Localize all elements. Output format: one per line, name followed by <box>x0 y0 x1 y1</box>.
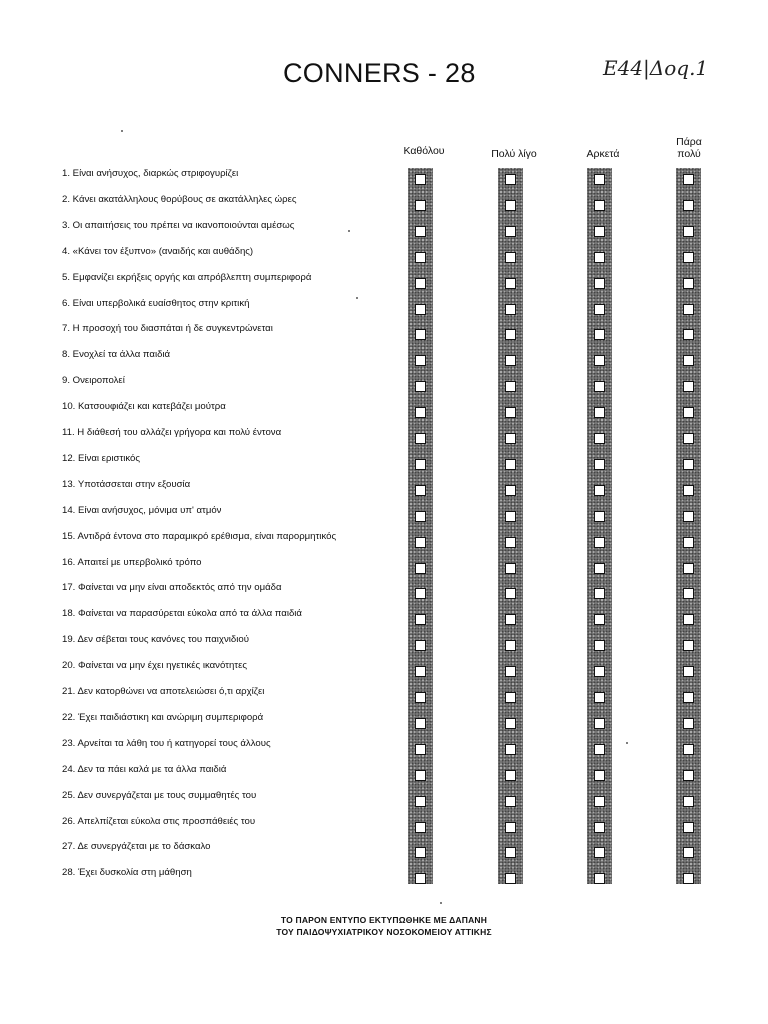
question-item: 13. Υποτάσσεται στην εξουσία <box>62 478 191 490</box>
answer-checkbox[interactable] <box>415 666 426 677</box>
answer-checkbox[interactable] <box>415 588 426 599</box>
question-item: 15. Αντιδρά έντονα στο παραμικρό ερέθισμα, είναι παρορμητικός <box>62 530 337 542</box>
answer-checkbox[interactable] <box>594 278 605 289</box>
question-item: 7. Η προσοχή του διασπάται ή δε συγκεντρώνεται <box>62 323 273 335</box>
answer-checkbox[interactable] <box>415 433 426 444</box>
answer-checkbox[interactable] <box>505 537 516 548</box>
answer-checkbox[interactable] <box>594 200 605 211</box>
answer-checkbox[interactable] <box>415 407 426 418</box>
answer-checkbox[interactable] <box>415 226 426 237</box>
answer-checkbox[interactable] <box>594 718 605 729</box>
question-item: 14. Είναι ανήσυχος, μόνιμα υπ' ατμόν <box>62 504 222 516</box>
answer-checkbox[interactable] <box>505 692 516 703</box>
question-item: 3. Οι απαιτήσεις του πρέπει να ικανοποιούνται αμέσως <box>62 219 295 231</box>
answer-checkbox[interactable] <box>683 847 694 858</box>
question-item: 2. Κάνει ακατάλληλους θορύβους σε ακατάλληλες ώρες <box>62 193 297 205</box>
answer-checkbox[interactable] <box>505 563 516 574</box>
answer-checkbox[interactable] <box>505 485 516 496</box>
answer-checkbox[interactable] <box>415 640 426 651</box>
answer-checkbox[interactable] <box>505 614 516 625</box>
answer-checkbox[interactable] <box>683 174 694 185</box>
answer-checkbox[interactable] <box>505 433 516 444</box>
answer-checkbox[interactable] <box>683 563 694 574</box>
answer-checkbox[interactable] <box>683 355 694 366</box>
answer-checkbox[interactable] <box>594 226 605 237</box>
answer-checkbox[interactable] <box>683 226 694 237</box>
question-item: 23. Αρνείται τα λάθη του ή κατηγορεί τους άλλους <box>62 737 271 749</box>
answer-checkbox[interactable] <box>415 614 426 625</box>
answer-checkbox[interactable] <box>415 381 426 392</box>
answer-checkbox[interactable] <box>594 692 605 703</box>
answer-checkbox[interactable] <box>683 278 694 289</box>
answer-checkbox[interactable] <box>594 304 605 315</box>
answer-checkbox[interactable] <box>505 381 516 392</box>
answer-checkbox[interactable] <box>505 200 516 211</box>
question-item: 24. Δεν τα πάει καλά με τα άλλα παιδιά <box>62 763 227 775</box>
answer-checkbox[interactable] <box>505 278 516 289</box>
answer-checkbox[interactable] <box>594 666 605 677</box>
question-item: 5. Εμφανίζει εκρήξεις οργής και απρόβλεπτη συμπεριφορά <box>62 271 312 283</box>
answer-checkbox[interactable] <box>505 329 516 340</box>
answer-checkbox[interactable] <box>415 692 426 703</box>
answer-checkbox[interactable] <box>683 614 694 625</box>
answer-checkbox[interactable] <box>415 873 426 884</box>
answer-checkbox[interactable] <box>415 329 426 340</box>
answer-checkbox[interactable] <box>594 433 605 444</box>
answer-checkbox[interactable] <box>415 563 426 574</box>
answer-checkbox[interactable] <box>683 770 694 781</box>
answer-checkbox[interactable] <box>594 329 605 340</box>
answer-checkbox[interactable] <box>415 278 426 289</box>
answer-checkbox[interactable] <box>415 537 426 548</box>
scan-speck <box>121 130 123 132</box>
answer-checkbox[interactable] <box>594 537 605 548</box>
answer-checkbox[interactable] <box>594 796 605 807</box>
answer-checkbox[interactable] <box>683 537 694 548</box>
answer-checkbox[interactable] <box>683 200 694 211</box>
answer-checkbox[interactable] <box>505 666 516 677</box>
answer-checkbox[interactable] <box>415 200 426 211</box>
answer-checkbox[interactable] <box>415 744 426 755</box>
answer-checkbox[interactable] <box>683 588 694 599</box>
answer-checkbox[interactable] <box>505 588 516 599</box>
answer-checkbox[interactable] <box>505 511 516 522</box>
answer-checkbox[interactable] <box>683 666 694 677</box>
answer-checkbox[interactable] <box>594 588 605 599</box>
answer-checkbox[interactable] <box>683 329 694 340</box>
form-title: CONNERS - 28 <box>283 58 476 88</box>
answer-checkbox[interactable] <box>594 381 605 392</box>
scan-speck <box>348 230 350 232</box>
answer-checkbox[interactable] <box>683 252 694 263</box>
response-column-not-at-all <box>408 168 433 884</box>
answer-checkbox[interactable] <box>415 847 426 858</box>
answer-checkbox[interactable] <box>683 692 694 703</box>
question-item: 9. Ονειροπολεί <box>62 375 125 387</box>
question-item: 18. Φαίνεται να παρασύρεται εύκολα από τα άλλα παιδιά <box>62 608 302 620</box>
question-item: 17. Φαίνεται να μην είναι αποδεκτός από την ομάδα <box>62 582 282 594</box>
answer-checkbox[interactable] <box>415 822 426 833</box>
question-item: 12. Είναι εριστικός <box>62 452 141 464</box>
answer-checkbox[interactable] <box>594 485 605 496</box>
answer-checkbox[interactable] <box>683 485 694 496</box>
question-item: 22. Έχει παιδιάστικη και ανώριμη συμπεριφορά <box>62 711 264 723</box>
answer-checkbox[interactable] <box>683 796 694 807</box>
answer-checkbox[interactable] <box>683 640 694 651</box>
answer-checkbox[interactable] <box>505 174 516 185</box>
answer-checkbox[interactable] <box>683 459 694 470</box>
response-column-very-little <box>498 168 523 884</box>
answer-checkbox[interactable] <box>505 459 516 470</box>
answer-checkbox[interactable] <box>505 304 516 315</box>
answer-checkbox[interactable] <box>415 304 426 315</box>
answer-checkbox[interactable] <box>594 355 605 366</box>
answer-checkbox[interactable] <box>594 563 605 574</box>
answer-checkbox[interactable] <box>594 873 605 884</box>
answer-checkbox[interactable] <box>594 459 605 470</box>
answer-checkbox[interactable] <box>594 174 605 185</box>
answer-checkbox[interactable] <box>594 847 605 858</box>
answer-checkbox[interactable] <box>683 744 694 755</box>
answer-checkbox[interactable] <box>683 433 694 444</box>
question-item: 20. Φαίνεται να μην έχει ηγετικές ικανότητες <box>62 660 247 672</box>
question-item: 26. Απελπίζεται εύκολα στις προσπάθειές του <box>62 815 256 827</box>
answer-checkbox[interactable] <box>415 770 426 781</box>
footer-line-2: ΤΟΥ ΠΑΙΔΟΨΥΧΙΑΤΡΙΚΟΥ ΝΟΣΟΚΟΜΕΙΟΥ ΑΤΤΙΚΗΣ <box>276 927 492 937</box>
answer-checkbox[interactable] <box>415 796 426 807</box>
answer-checkbox[interactable] <box>594 614 605 625</box>
answer-checkbox[interactable] <box>683 407 694 418</box>
question-item: 19. Δεν σέβεται τους κανόνες του παιχνιδιού <box>62 634 249 646</box>
question-item: 25. Δεν συνεργάζεται με τους συμμαθητές του <box>62 789 257 801</box>
answer-checkbox[interactable] <box>505 718 516 729</box>
response-column-very-much <box>676 168 701 884</box>
answer-checkbox[interactable] <box>594 511 605 522</box>
column-header-very-much: Πάρα πολύ <box>676 136 702 160</box>
answer-checkbox[interactable] <box>415 252 426 263</box>
handwritten-note: Ε44|Δοq.1 <box>603 56 709 80</box>
question-item: 11. Η διάθεσή του αλλάζει γρήγορα και πολύ έντονα <box>62 427 282 438</box>
answer-checkbox[interactable] <box>505 226 516 237</box>
answer-checkbox[interactable] <box>505 770 516 781</box>
column-header-very-little: Πολύ λίγο <box>491 148 537 160</box>
column-header-quite: Αρκετά <box>586 148 620 160</box>
answer-checkbox[interactable] <box>505 640 516 651</box>
question-item: 16. Απαιτεί με υπερβολικό τρόπο <box>62 556 202 568</box>
answer-checkbox[interactable] <box>505 847 516 858</box>
scan-speck <box>440 902 442 904</box>
answer-checkbox[interactable] <box>415 718 426 729</box>
answer-checkbox[interactable] <box>683 304 694 315</box>
question-item: 27. Δε συνεργάζεται με το δάσκαλο <box>62 841 211 853</box>
response-column-quite <box>587 168 612 884</box>
answer-checkbox[interactable] <box>594 407 605 418</box>
question-item: 8. Ενοχλεί τα άλλα παιδιά <box>62 349 171 361</box>
question-item: 1. Είναι ανήσυχος, διαρκώς στριφογυρίζει <box>62 168 239 179</box>
footer-line-1: ΤΟ ΠΑΡΟΝ ΕΝΤΥΠΟ ΕΚΤΥΠΩΘΗΚΕ ΜΕ ΔΑΠΑΝΗ <box>280 915 488 925</box>
answer-checkbox[interactable] <box>505 407 516 418</box>
answer-checkbox[interactable] <box>505 822 516 833</box>
answer-checkbox[interactable] <box>683 511 694 522</box>
answer-checkbox[interactable] <box>415 485 426 496</box>
question-item: 10. Κατσουφιάζει και κατεβάζει μούτρα <box>62 401 226 413</box>
answer-checkbox[interactable] <box>594 744 605 755</box>
answer-checkbox[interactable] <box>594 822 605 833</box>
answer-checkbox[interactable] <box>594 252 605 263</box>
answer-checkbox[interactable] <box>683 822 694 833</box>
answer-checkbox[interactable] <box>683 873 694 884</box>
answer-checkbox[interactable] <box>415 511 426 522</box>
answer-checkbox[interactable] <box>415 459 426 470</box>
answer-checkbox[interactable] <box>505 744 516 755</box>
question-item: 21. Δεν κατορθώνει να αποτελειώσει ό,τι αρχίζει <box>62 686 265 697</box>
column-header-not-at-all: Καθόλου <box>403 145 445 157</box>
answer-checkbox[interactable] <box>594 640 605 651</box>
scan-speck <box>356 297 358 299</box>
answer-checkbox[interactable] <box>683 381 694 392</box>
answer-checkbox[interactable] <box>594 770 605 781</box>
answer-checkbox[interactable] <box>415 355 426 366</box>
answer-checkbox[interactable] <box>505 252 516 263</box>
answer-checkbox[interactable] <box>505 873 516 884</box>
scan-speck <box>626 742 628 744</box>
question-item: 28. Έχει δυσκολία στη μάθηση <box>62 867 192 879</box>
answer-checkbox[interactable] <box>683 718 694 729</box>
answer-checkbox[interactable] <box>505 796 516 807</box>
answer-checkbox[interactable] <box>415 174 426 185</box>
question-item: 4. «Κάνει τον έξυπνο» (αναιδής και αυθάδης) <box>62 245 254 257</box>
question-item: 6. Είναι υπερβολικά ευαίσθητος στην κριτική <box>62 297 250 309</box>
answer-checkbox[interactable] <box>505 355 516 366</box>
